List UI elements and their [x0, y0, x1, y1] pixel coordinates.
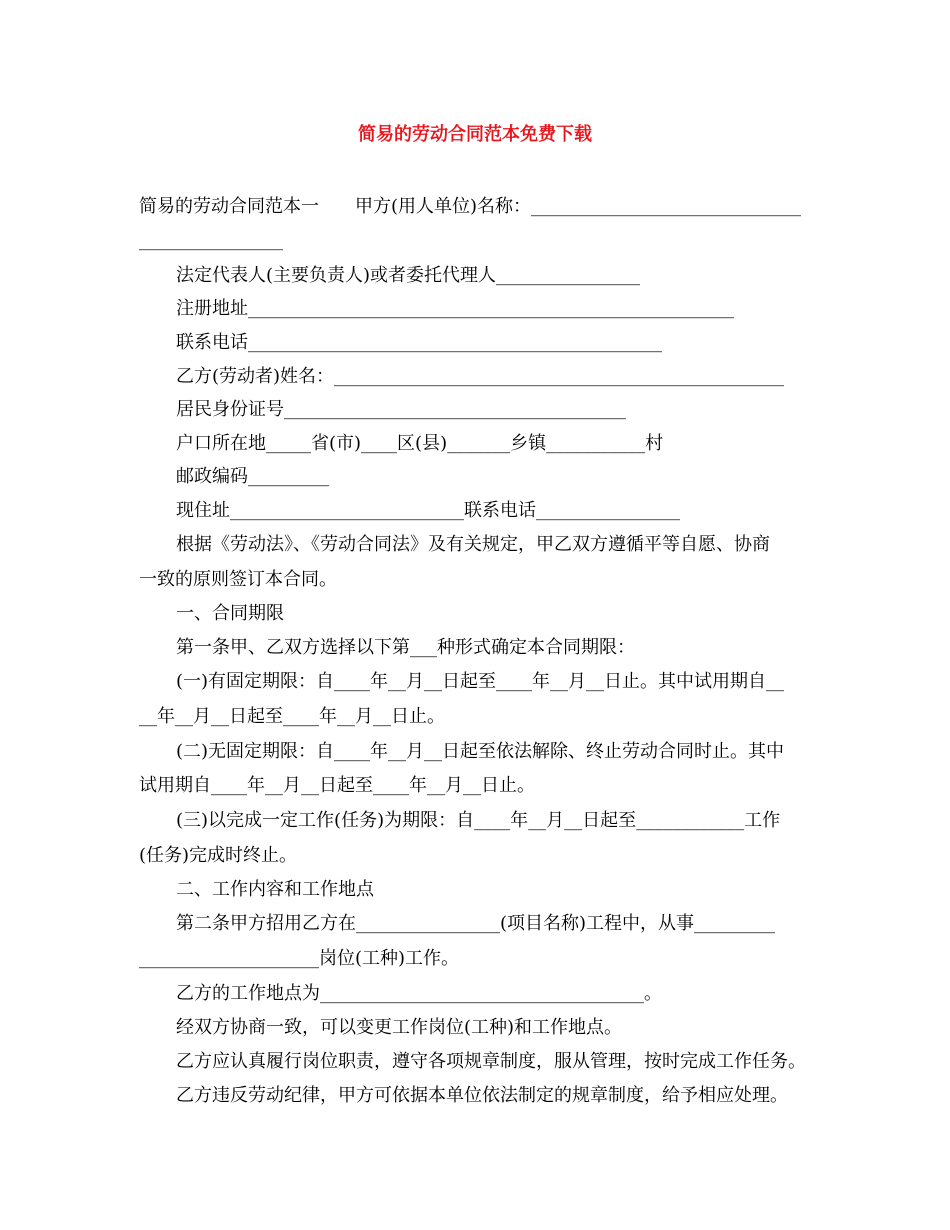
- open-term-option-continuation: 试用期自____年__月__日起至____年__月__日止。: [139, 775, 535, 796]
- contract-party-a-name-line: 简易的劳动合同范本一 甲方(用人单位)名称：______________________________: [139, 196, 802, 217]
- change-by-agreement-line: 经双方协商一致，可以变更工作岗位(工种)和工作地点。: [176, 1017, 623, 1038]
- discipline-line: 乙方违反劳动纪律，甲方可依据本单位依法制定的规章制度，给予相应处理。: [176, 1085, 788, 1106]
- preamble-paragraph: 根据《劳动法》、《劳动合同法》及有关规定，甲乙双方遵循平等自愿、协商: [176, 534, 770, 555]
- section-heading-term: 一、合同期限: [176, 603, 284, 624]
- task-term-option-continuation: (任务)完成时终止。: [139, 845, 298, 866]
- party-b-name-line: 乙方(劳动者)姓名：__________________________________________________: [176, 366, 785, 387]
- party-a-name-continuation: ________________: [139, 230, 283, 251]
- fixed-term-option: (一)有固定期限：自____年__月__日起至____年__月__日止。其中试用期自__: [176, 671, 785, 692]
- article-two: 第二条甲方招用乙方在________________(项目名称)工程中，从事_________: [176, 913, 776, 934]
- contact-phone-line: 联系电话______________________________________________: [176, 332, 662, 353]
- document-title: 简易的劳动合同范本免费下载: [358, 124, 592, 145]
- task-term-option: (三)以完成一定工作(任务)为期限：自____年__月__日起至____________工作: [176, 810, 781, 831]
- article-two-continuation: ____________________岗位(工种)工作。: [139, 948, 460, 969]
- article-one: 第一条甲、乙双方选择以下第___种形式确定本合同期限：: [176, 637, 635, 658]
- household-registration-line: 户口所在地_____省(市)____区(县)_______乡镇___________村: [176, 433, 664, 454]
- preamble-paragraph-continuation: 一致的原则签订本合同。: [139, 569, 337, 590]
- open-term-option: (二)无固定期限：自____年__月__日起至依法解除、终止劳动合同时止。其中: [176, 741, 785, 762]
- registered-address-line: 注册地址______________________________________________________: [176, 298, 734, 319]
- section-heading-work: 二、工作内容和工作地点: [176, 879, 374, 900]
- duties-line: 乙方应认真履行岗位职责，遵守各项规章制度，服从管理，按时完成工作任务。: [176, 1051, 806, 1072]
- postal-code-line: 邮政编码_________: [176, 466, 329, 487]
- work-location-line: 乙方的工作地点为____________________________________。: [176, 983, 662, 1004]
- id-number-line: 居民身份证号______________________________________: [176, 399, 626, 420]
- current-address-line: 现住址__________________________联系电话________________: [176, 500, 680, 521]
- fixed-term-option-continuation: __年__月__日起至____年__月__日止。: [139, 706, 445, 727]
- legal-representative-line: 法定代表人(主要负责人)或者委托代理人________________: [176, 265, 641, 286]
